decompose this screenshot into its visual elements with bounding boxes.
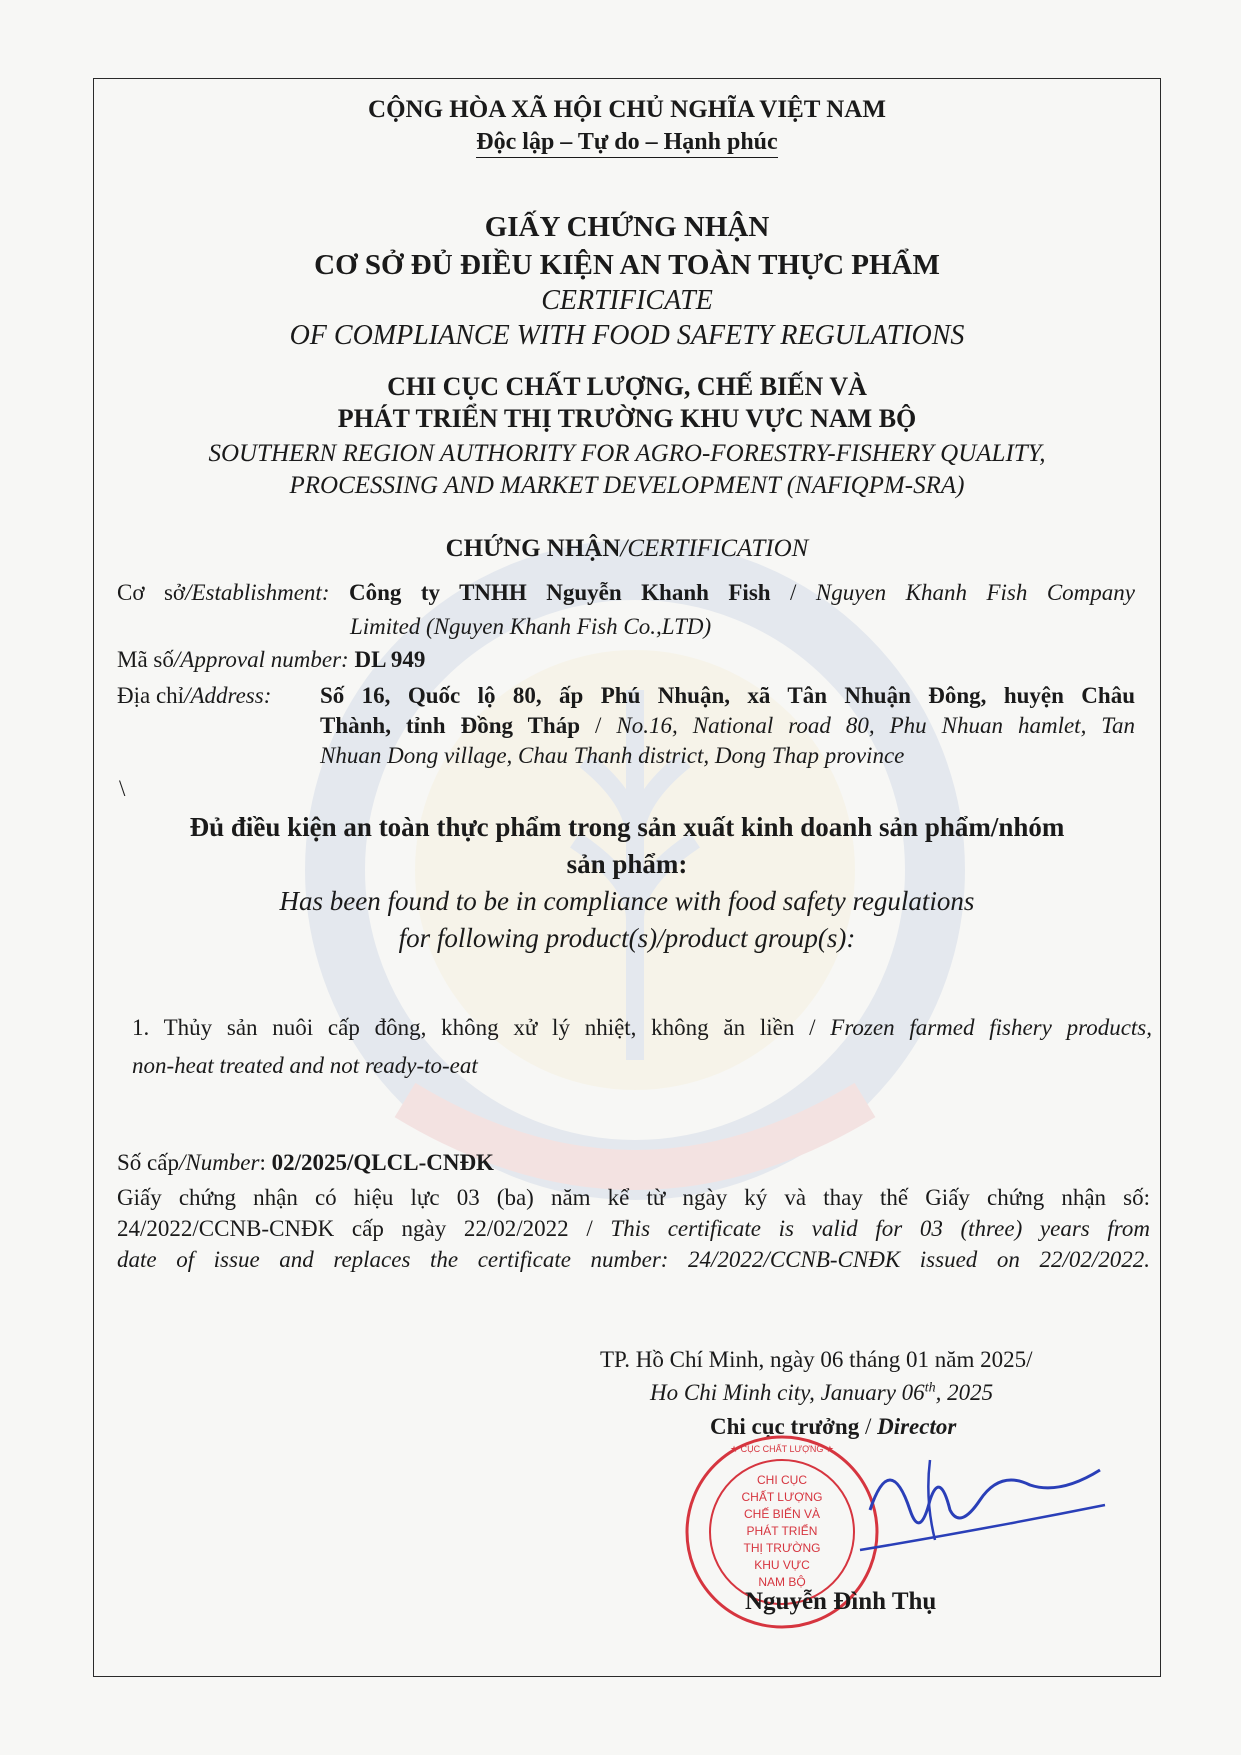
product-item-line1: [132, 1015, 1152, 1041]
compliance-vi-line1: Đủ điều kiện an toàn thực phẩm trong sản xuất kinh doanh sản phẩm/nhóm: [189, 812, 1065, 842]
product-vi: 1. Thủy sản nuôi cấp đông, không xử lý nhiệt, không ăn liền: [132, 1015, 795, 1040]
place-date-en-b: , 2025: [935, 1380, 994, 1405]
role-sep: /: [859, 1414, 878, 1439]
seal-text-line: NAM BỘ: [758, 1575, 806, 1589]
seal-text-line: THỊ TRƯỜNG: [743, 1541, 821, 1555]
compliance-en-line1: Has been found to be in compliance with food safety regulations: [279, 886, 975, 916]
address-line2-vi: Thành, tỉnh Đồng Tháp: [320, 713, 580, 738]
address-line1: Số 16, Quốc lộ 80, ấp Phú Nhuận, xã Tân Nhuận Đông, huyện Châu: [320, 683, 1135, 708]
certificate-subtitle-en: OF COMPLIANCE WITH FOOD SAFETY REGULATIONS: [289, 320, 965, 351]
seal-text-line: CHẤT LƯỢNG: [741, 1490, 823, 1504]
signer-name: Nguyễn Đình Thụ: [745, 1588, 937, 1615]
establishment-label-vi: Cơ sở: [117, 580, 186, 605]
validity-line2-en: This certificate is valid for 03 (three) years from: [610, 1216, 1150, 1241]
validity-line1: Giấy chứng nhận có hiệu lực 03 (ba) năm kể từ ngày ký và thay thế Giấy chứng nhận số:: [117, 1185, 1150, 1210]
establishment-line1: [117, 580, 1135, 606]
seal-text-line: CHẾ BIẾN VÀ: [743, 1507, 821, 1521]
number-label-en: /Number: [178, 1150, 260, 1175]
validity-line2-sep: /: [568, 1216, 611, 1241]
stray-mark: \: [119, 776, 126, 801]
approval-label-vi: Mã số: [117, 647, 174, 672]
place-date-en-sup: th: [924, 1380, 936, 1396]
seal-text-line: KHU VỰC: [754, 1558, 810, 1572]
certificate-title-vi: GIẤY CHỨNG NHẬN: [484, 211, 770, 243]
approval-label-en: /Approval number:: [173, 647, 349, 672]
certification-heading: [93, 535, 1161, 563]
address-label-vi: Địa chỉ: [117, 683, 185, 708]
seal-text-line: PHÁT TRIỂN: [746, 1524, 818, 1538]
role-en: Director: [877, 1414, 957, 1439]
address-line2: [320, 713, 1135, 739]
address-label: [117, 683, 271, 709]
establishment-label-en: /Establishment:: [185, 580, 330, 605]
product-item-line2: non-heat treated and not ready-to-eat: [132, 1053, 478, 1078]
motto-text: Độc lập – Tự do – Hạnh phúc: [476, 129, 777, 158]
national-title: CỘNG HÒA XÃ HỘI CHỦ NGHĨA VIỆT NAM: [368, 96, 886, 123]
handwritten-signature: [830, 1440, 1110, 1570]
certificate-subtitle-vi: CƠ SỞ ĐỦ ĐIỀU KIỆN AN TOÀN THỰC PHẨM: [314, 249, 940, 281]
establishment-name-vi: Công ty TNHH Nguyễn Khanh Fish: [348, 580, 771, 605]
address-line3: Nhuan Dong village, Chau Thanh district, Dong Thap province: [320, 743, 905, 768]
product-sep: /: [794, 1015, 831, 1040]
certification-vi: CHỨNG NHẬN: [445, 535, 621, 562]
validity-line3: date of issue and replaces the certificate number: 24/2022/CCNB-CNĐK issued on 22/02/2022.: [117, 1247, 1150, 1272]
seal-text-line: CHI CỤC: [757, 1473, 807, 1487]
authority-vi-line2: PHÁT TRIỂN THỊ TRƯỜNG KHU VỰC NAM BỘ: [337, 404, 917, 433]
place-date-en-a: Ho Chi Minh city, January 06: [650, 1380, 925, 1405]
national-motto: [93, 129, 1161, 156]
authority-vi-line1: CHI CỤC CHẤT LƯỢNG, CHẾ BIẾN VÀ: [387, 372, 867, 401]
certification-en: /CERTIFICATION: [620, 535, 809, 562]
role-vi: Chi cục trưởng: [710, 1414, 860, 1439]
compliance-en-line2: for following product(s)/product group(s):: [398, 923, 856, 953]
certificate-number-line: [117, 1150, 494, 1176]
approval-line: [117, 647, 425, 673]
validity-line2-vi: 24/2022/CCNB-CNĐK cấp ngày 22/02/2022: [117, 1216, 569, 1241]
number-label-vi: Số cấp: [117, 1150, 179, 1175]
certificate-number: 02/2025/QLCL-CNĐK: [271, 1150, 494, 1175]
certificate-title-en: CERTIFICATE: [541, 285, 713, 316]
address-line2-sep: /: [580, 713, 617, 738]
address-line2-en: No.16, National road 80, Phu Nhuan hamlet, Tan: [616, 713, 1135, 738]
place-date-vi: TP. Hồ Chí Minh, ngày 06 tháng 01 năm 2025/: [600, 1347, 1033, 1372]
establishment-name-en-cont: Limited (Nguyen Khanh Fish Co.,LTD): [350, 614, 712, 639]
product-en: Frozen farmed fishery products,: [830, 1015, 1152, 1040]
address-label-en: /Address:: [184, 683, 272, 708]
establishment-name-en: Nguyen Khanh Fish Company: [815, 580, 1135, 605]
place-date-en: [650, 1380, 993, 1406]
establishment-sep: /: [770, 580, 816, 605]
number-colon: :: [259, 1150, 266, 1175]
authority-en-line1: SOUTHERN REGION AUTHORITY FOR AGRO-FORESTRY-FISHERY QUALITY,: [208, 440, 1046, 467]
authority-en-line2: PROCESSING AND MARKET DEVELOPMENT (NAFIQPM-SRA): [289, 472, 965, 499]
approval-number: DL 949: [354, 647, 426, 672]
validity-line2: [117, 1216, 1150, 1242]
compliance-vi-line2: sản phẩm:: [566, 849, 688, 879]
svg-text:★ CỤC CHẤT LƯỢNG ★: ★ CỤC CHẤT LƯỢNG ★: [730, 1444, 834, 1454]
